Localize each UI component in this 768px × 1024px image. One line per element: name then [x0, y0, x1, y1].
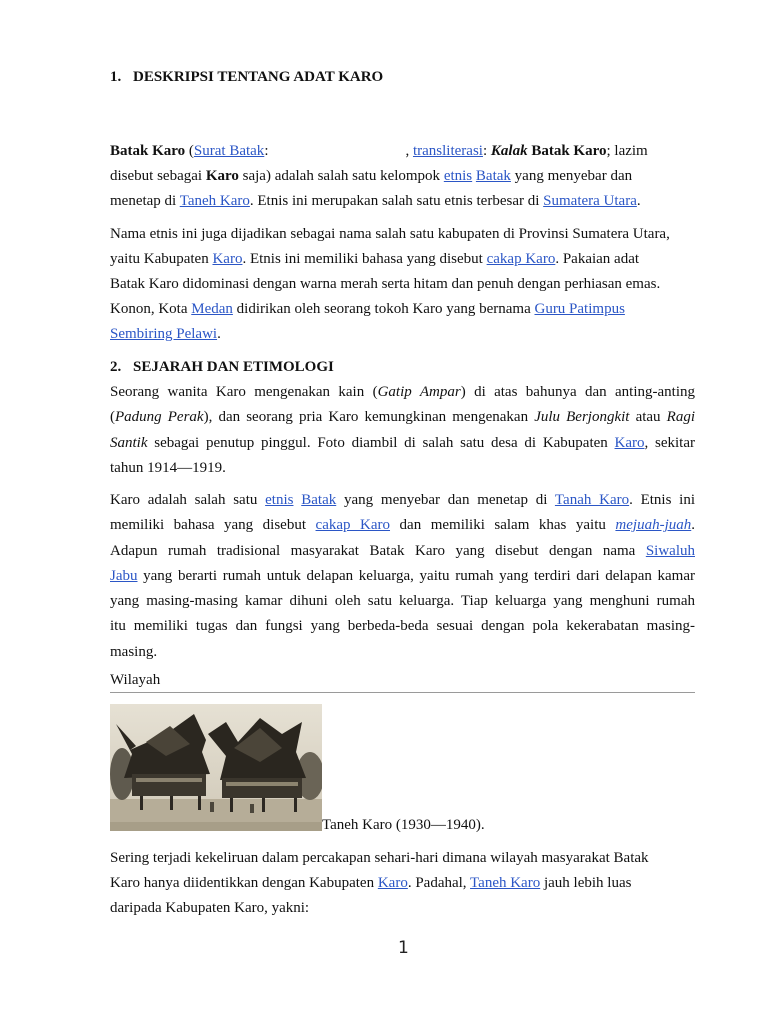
bold-karo: Karo [205, 168, 239, 184]
text: . Padahal, [407, 875, 471, 891]
link-cakap-karo[interactable]: cakap Karo [486, 251, 556, 267]
text: : [264, 143, 269, 159]
heading-2-text: SEJARAH DAN ETIMOLOGI [133, 359, 334, 375]
text-line: Nama etnis ini juga dijadikan sebagai nama salah satu kabupaten di Provinsi Sumatera Utara, [110, 226, 670, 242]
italic: Santik [110, 434, 148, 451]
text: ) di atas bahunya dan anting-anting [460, 384, 695, 400]
text-line: masing. [110, 643, 158, 660]
link-karo[interactable]: Karo [212, 251, 243, 267]
link-surat-batak[interactable]: Surat Batak [193, 143, 265, 159]
heading-2 [110, 355, 695, 380]
link-tanah-karo[interactable]: Tanah Karo [554, 492, 630, 508]
text: disebut sebagai [110, 168, 206, 184]
section-divider [110, 692, 695, 693]
link-siwaluh[interactable]: Siwaluh [645, 542, 695, 559]
text: . Etnis ini [629, 492, 696, 508]
heading-1 [110, 65, 695, 90]
bold-batak-karo-2: Batak Karo [527, 143, 607, 159]
text: jauh lebih luas [540, 875, 632, 891]
italic: Padung Perak [115, 409, 204, 426]
bold-batak-karo: Batak Karo [110, 143, 186, 159]
link-sumatera-utara[interactable]: Sumatera Utara [543, 193, 637, 209]
text: , sekitar [644, 434, 696, 451]
link-batak[interactable]: Batak [475, 168, 511, 184]
text: . Pakaian adat [555, 251, 640, 267]
text-line: Sering terjadi kekeliruan dalam percakapan sehari-hari dimana wilayah masyarakat Batak [110, 850, 649, 866]
text: Karo hanya diidentikkan dengan Kabupaten [110, 875, 378, 891]
text: yang berarti rumah untuk delapan keluarga, yaitu rumah yang terdiri dari delapan kamar [137, 567, 695, 584]
paragraph-intro [110, 139, 695, 214]
link-jabu[interactable]: Jabu [110, 567, 138, 584]
page-number: 1 [398, 938, 409, 958]
text: sebagai penutup pinggul. Foto diambil di salah satu desa di Kabupaten [147, 434, 615, 451]
text-line: itu memiliki tugas dan fungsi yang berbeda-beda sesuai dengan pola kekerabatan masing- [110, 618, 695, 635]
photo-caption: Taneh Karo (1930—1940). [322, 817, 485, 833]
text: : [482, 143, 491, 159]
link-sembiring-pelawi[interactable]: Sembiring Pelawi [110, 326, 218, 342]
text: ( [185, 143, 194, 159]
link-etnis-2[interactable]: etnis [265, 492, 294, 508]
text: menetap di [110, 193, 180, 209]
italic: Julu Berjongkit [534, 409, 630, 426]
text: . [691, 517, 695, 534]
link-taneh-karo[interactable]: Taneh Karo [179, 193, 250, 209]
text: . [217, 326, 221, 342]
italic: Ragi [666, 409, 696, 426]
paragraph-karo-etnis [110, 488, 695, 665]
text: yang menyebar dan [510, 168, 633, 184]
link-transliterasi[interactable]: transliterasi [412, 143, 483, 159]
text: Karo adalah salah satu [110, 492, 266, 508]
text: Adapun rumah tradisional masyarakat Batak Karo yang disebut dengan nama [110, 542, 646, 559]
text: ( [110, 409, 115, 426]
text: Seorang wanita Karo mengenakan kain ( [110, 384, 378, 400]
italic: Gatip Ampar [377, 384, 461, 400]
text: Konon, Kota [110, 301, 192, 317]
section-wilayah: Wilayah [110, 672, 161, 688]
text: memiliki bahasa yang disebut [110, 517, 316, 534]
text: , [405, 143, 413, 159]
text: saja) adalah salah satu kelompok [238, 168, 444, 184]
link-medan[interactable]: Medan [191, 301, 233, 317]
heading-2-number: 2. [110, 359, 122, 375]
text-line: tahun 1914—1919. [110, 459, 226, 476]
paragraph-photo-description [110, 380, 695, 481]
text: . [636, 193, 641, 209]
taneh-karo-photo [110, 704, 322, 831]
text: . Etnis ini memiliki bahasa yang disebut [242, 251, 487, 267]
text-line: yang masing-masing kamar dihuni oleh satu keluarga. Tiap keluarga yang menghuni rumah [110, 593, 695, 610]
link-guru-patimpus[interactable]: Guru Patimpus [534, 301, 625, 317]
text: . Etnis ini merupakan salah satu etnis terbesar di [249, 193, 544, 209]
italic-kalak: Kalak [490, 143, 528, 159]
link-batak-2[interactable]: Batak [301, 492, 337, 508]
text: atau [629, 409, 667, 426]
paragraph-wilayah [110, 846, 695, 921]
text: dan memiliki salam khas yaitu [390, 517, 616, 534]
heading-1-text: DESKRIPSI TENTANG ADAT KARO [133, 69, 384, 85]
link-karo-3[interactable]: Karo [377, 875, 408, 891]
link-mejuah-juah[interactable]: mejuah-juah [615, 517, 692, 534]
text: yaitu Kabupaten [110, 251, 213, 267]
text: yang menyebar dan menetap di [336, 492, 555, 508]
text: didirikan oleh seorang tokoh Karo yang bernama [232, 301, 535, 317]
text: ), dan seorang pria Karo kemungkinan mengenakan [203, 409, 535, 426]
text-line: daripada Kabupaten Karo, yakni: [110, 900, 310, 916]
link-taneh-karo-2[interactable]: Taneh Karo [470, 875, 541, 891]
text: ; lazim [606, 143, 648, 159]
paragraph-nama-etnis [110, 222, 695, 347]
text-line: Batak Karo didominasi dengan warna merah serta hitam dan penuh dengan perhiasan emas. [110, 276, 661, 292]
link-etnis[interactable]: etnis [443, 168, 473, 184]
link-cakap-karo-2[interactable]: cakap Karo [315, 517, 391, 534]
link-karo-2[interactable]: Karo [614, 434, 645, 451]
heading-1-number: 1. [110, 69, 122, 85]
